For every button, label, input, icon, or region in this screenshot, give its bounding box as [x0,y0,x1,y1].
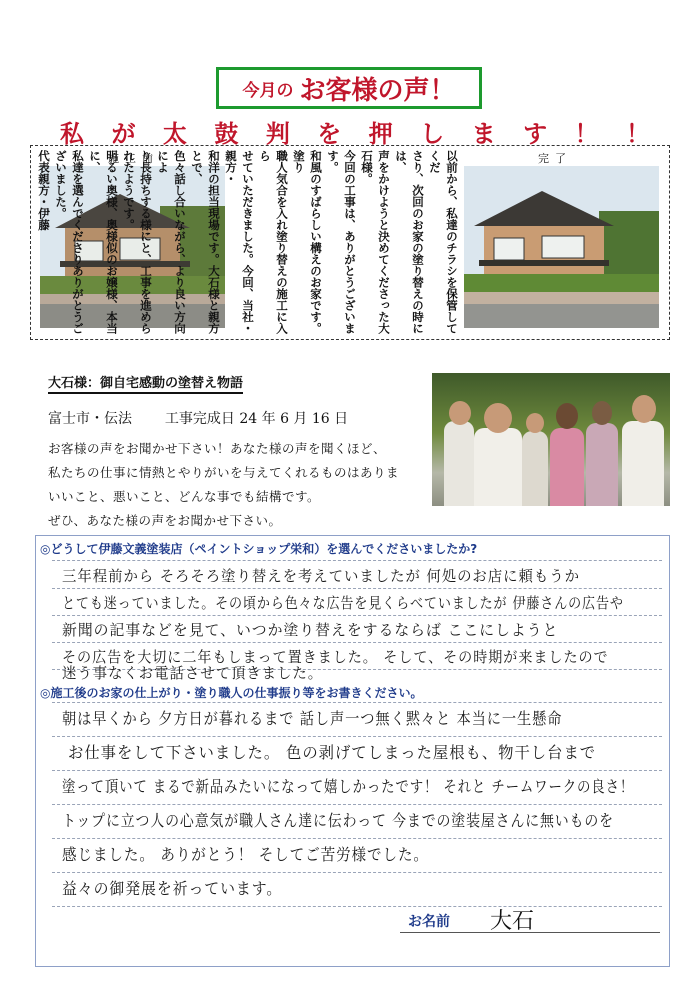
message-line: 明るい奥様、奥様似のお嬢様、本当に、 [88,150,119,334]
answer-1-line: 三年程前から そろそろ塗り替えを考えていましたが 何処のお店に頼もうか [62,567,580,585]
rule-line [52,642,662,643]
person-head [632,395,656,423]
slogan-char: 私 [60,119,84,148]
answer-1-line: とても迷っていました。その頃から色々な広告を見くらべていましたが 伊藤さんの広告や [62,594,624,612]
person-head [526,413,544,433]
signature-label: お名前 [408,914,450,930]
after-label: 完了 [538,152,572,165]
slogan-char: ま [471,119,496,148]
rule-line [52,560,662,561]
person-figure [474,428,522,506]
story-heading: 大石様：御自宅感動の塗替え物語 [48,372,243,394]
rule-line [52,588,662,589]
location: 富士市・伝法 [48,411,132,427]
slogan-char: 太 [162,119,187,148]
rule-line [52,702,662,703]
slogan-char: 判 [265,119,290,148]
answer-1-line: 迷う事なくお電話させて頂きました。 [62,664,324,682]
message-line: 職人気合を入れ塗り替えの施工に入ら [258,150,289,334]
answer-2-line: 感じました。 ありがとう！ そしてご苦労様でした。 [62,845,429,864]
slogan-char: ！ [574,119,599,148]
question-1: ◎どうして伊藤文義塗装店（ペイントショップ栄和）を選んでくださいましたか? [40,542,478,556]
title-prefix: 今月の [242,80,294,101]
answer-1-line: 新聞の記事などを見て、いつか塗り替えをするならば ここにしようと [62,621,559,639]
slogan-char: す [523,119,548,148]
person-figure [622,421,664,506]
slogan-char: 押 [368,119,393,148]
slogan-char: が [111,119,136,148]
person-figure [586,423,618,506]
title-main: お客様の声！ [299,75,456,106]
person-figure [522,431,548,506]
answer-2-line: お仕事をして下さいました。 色の剥げてしまった屋根も、物干し台まで [68,743,597,762]
rule-line [52,838,662,839]
message-line: せていただきました。今回、当社・親方・ [224,150,255,334]
slogan-char: ！ [625,119,650,148]
message-line: 和洋の担当現場です。大石様と親方とで、 [190,150,221,334]
answer-2-line: トップに立つ人の心意気が職人さん達に伝わって 今までの塗装屋さんに無いものを [62,811,614,830]
slogan-char: 鼓 [214,119,239,148]
message-line: り長持ちする様にと、工事を進められたようです。 [122,150,153,334]
person-head [556,403,578,429]
answer-1-line: その広告を大切に二年もしまって置きました。 そして、その時期が来ましたので [62,648,609,666]
message-line: 色々話し合いながら、より良い方向によ [156,150,187,334]
message-line: さり、次回のお家の塗り替えの時には、 [394,150,425,334]
house-after-illustration [464,166,659,328]
person-head [592,401,612,425]
rule-line [52,804,662,805]
intro-line: ぜひ、あなた様の声をお聞かせ下さい。 [48,513,282,528]
intro-line: 私たちの仕事に情熱とやりがいを与えてくれるものはありま [48,465,400,480]
completion-date: 工事完成日 24 年 6 月 16 日 [164,411,349,427]
signature-name: 大石 [490,909,535,934]
rule-line [52,906,662,907]
title-box [216,67,482,109]
person-head [484,403,512,433]
message-signature: 代表親方・伊藤 [37,150,51,231]
message-line: 私達を選んでくださりありがとうございました。 [54,150,85,334]
intro-line: いいこと、悪いこと、どんな事でも結構です。 [48,489,321,504]
slogan [60,116,650,146]
location-line [48,408,348,428]
answer-2-line: 塗って頂いて まるで新品みたいになって嬉しかったです！ それと チームワークの良さ！ [62,777,635,796]
message-line: 和風のすばらしい構えのお家です。塗り [292,150,323,334]
rule-line [52,736,662,737]
answer-2-line: 朝は早くから 夕方日が暮れるまで 話し声一つ無く黙々と 本当に一生懸命 [62,709,563,728]
person-head [449,401,471,425]
slogan-char: を [317,119,342,148]
question-2: ◎施工後のお家の仕上がり・塗り職人の仕事振り等をお書きください。 [40,686,423,700]
answer-2-line: 益々の御発展を祈っています。 [62,879,283,898]
rule-line [52,872,662,873]
person-figure [444,421,474,506]
intro-line: お客様の声をお聞かせ下さい！あなた様の声を聞くほど、 [48,441,387,456]
message-line: 以前から、私達のチラシを保管してくだ [428,150,459,334]
message-line: 声をかけようと決めてくださった大石様。 [360,150,391,334]
message-line: 今回の工事は、ありがとうございます。 [326,150,357,334]
rule-line [52,770,662,771]
before-label: 施工前 [108,152,159,165]
person-figure [550,428,584,506]
staff-photo [432,373,670,506]
after-photo [464,166,659,328]
signature-underline [400,932,660,933]
rule-line [52,615,662,616]
slogan-char: し [420,119,445,148]
